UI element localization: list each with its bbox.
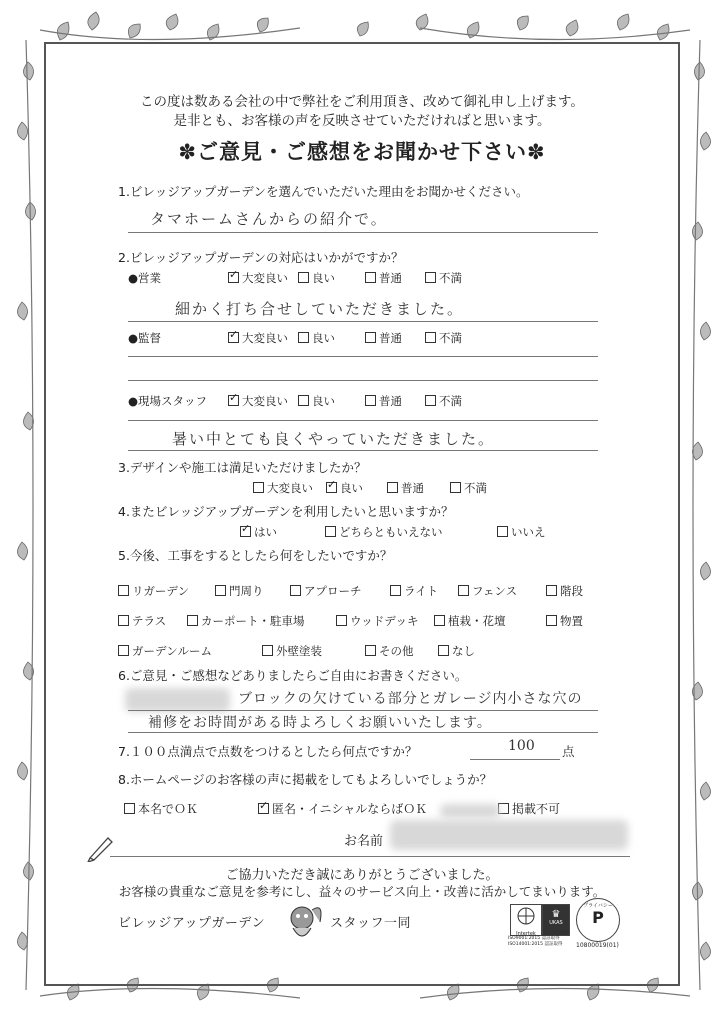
q1-answer: タマホームさんからの紹介で。: [150, 210, 388, 228]
q3-option-good[interactable]: ✓ 良い: [326, 480, 363, 496]
page-title: ✽ご意見・ご感想をお聞かせ下さい✽: [178, 140, 546, 164]
q2-supervisor-comment-line-2: [128, 380, 598, 381]
q3-option-bad[interactable]: 不満: [450, 480, 487, 496]
q2-staff-option-good[interactable]: 良い: [298, 393, 335, 409]
checkbox-checked-icon: [326, 482, 337, 493]
q2-sales-option-great[interactable]: ✓ 大変良い: [228, 270, 288, 286]
checkbox-icon: [118, 585, 129, 596]
q5-option-terrace[interactable]: テラス: [118, 613, 166, 629]
q4-label: 4.またビレッジアップガーデンを利用したいと思いますか？: [118, 504, 454, 519]
q6-label: 6.ご意見・ご感想などありましたらご自由にお書きください。: [118, 668, 468, 683]
footer-company: ビレッジアップガーデン: [118, 916, 266, 931]
closing-line-1: ご協力いただき誠にありがとうございました。: [225, 868, 499, 883]
q2-sales-option-bad[interactable]: 不満: [425, 270, 462, 286]
name-line[interactable]: [110, 856, 630, 857]
q5-option-wooddeck[interactable]: ウッドデッキ: [336, 613, 419, 629]
q6-comment-line-2: 補修をお時間がある時よろしくお願いいたします。: [148, 715, 492, 731]
q5-option-gardenroom[interactable]: ガーデンルーム: [118, 643, 212, 659]
checkbox-icon: [118, 615, 129, 626]
intro-line-1: この度は数ある会社の中で弊社をご利用頂き、改めて御礼申し上げます。: [140, 94, 584, 110]
checkbox-icon: [387, 482, 398, 493]
q5-option-gate[interactable]: 門周り: [215, 583, 264, 599]
q2-staff-option-normal[interactable]: 普通: [365, 393, 402, 409]
q4-option-yes[interactable]: ✓はい: [240, 524, 277, 540]
q5-option-carport[interactable]: カーポート・駐車場: [187, 613, 305, 629]
q2-sales-option-normal[interactable]: 普通: [365, 270, 402, 286]
q4-option-neutral[interactable]: どちらともいえない: [325, 524, 443, 540]
q8-option-anonymous[interactable]: ✓ 匿名・イニシャルならばＯＫ: [258, 800, 427, 817]
footer-staff: スタッフ一同: [330, 916, 412, 931]
q2-row-staff-name: ●現場スタッフ: [128, 394, 208, 408]
privacy-mark-badge: プライバシー P: [576, 898, 620, 942]
globe-icon: [511, 905, 541, 927]
checkbox-icon: [546, 615, 557, 626]
redacted-area: [125, 688, 230, 712]
checkbox-checked-icon: [228, 272, 239, 283]
crown-icon: ♛: [551, 909, 561, 920]
q7-score-line: [470, 759, 560, 760]
checkbox-icon: [336, 615, 347, 626]
q5-option-planting[interactable]: 植栽・花壇: [434, 613, 506, 629]
checkbox-icon: [365, 395, 376, 406]
checkbox-icon: [262, 645, 273, 656]
name-label: お名前: [344, 834, 384, 849]
q2-sales-comment: 細かく打ち合せしていただきました。: [175, 300, 465, 318]
checkbox-icon: [425, 395, 436, 406]
checkbox-icon: [425, 332, 436, 343]
q6-comment-line-1: ブロックの欠けている部分とガレージ内小さな穴の: [238, 691, 583, 707]
checkbox-icon: [253, 482, 264, 493]
q2-supervisor-option-normal[interactable]: 普通: [365, 330, 402, 346]
q2-supervisor-option-bad[interactable]: 不満: [425, 330, 462, 346]
q8-option-realname[interactable]: 本名でＯＫ: [124, 800, 198, 817]
checkbox-icon: [425, 272, 436, 283]
checkbox-icon: [365, 332, 376, 343]
q2-staff-comment-line-1: [128, 420, 598, 421]
redacted-area: [440, 804, 500, 818]
checkbox-icon: [390, 585, 401, 596]
checkbox-checked-icon: [228, 395, 239, 406]
q2-row-supervisor-name: ●監督: [128, 331, 162, 345]
q1-label: 1.ビレッジアップガーデンを選んでいただいた理由をお聞かせください。: [118, 184, 529, 199]
q4-option-no[interactable]: いいえ: [497, 524, 546, 540]
pencil-icon: [86, 832, 114, 862]
checkbox-icon: [187, 615, 198, 626]
checkbox-icon: [365, 645, 376, 656]
intro-line-2: 是非とも、お客様の声を反映させていただければと思います。: [173, 113, 551, 129]
privacy-p-icon: P: [592, 908, 604, 927]
q3-option-normal[interactable]: 普通: [387, 480, 424, 496]
checkbox-checked-icon: [258, 803, 269, 814]
q2-supervisor-comment-line: [128, 356, 598, 357]
checkbox-icon: [434, 615, 445, 626]
q2-sales-comment-line: [128, 321, 598, 322]
checkbox-icon: [298, 332, 309, 343]
q5-option-exterior-paint[interactable]: 外壁塗装: [262, 643, 322, 659]
q2-staff-comment-line-2: [128, 450, 598, 451]
q3-option-great[interactable]: 大変良い: [253, 480, 313, 496]
q5-option-approach[interactable]: アプローチ: [290, 583, 362, 599]
q2-sales-option-good[interactable]: 良い: [298, 270, 335, 286]
q8-label: 8.ホームページのお客様の声に掲載をしてもよろしいでしょうか？: [118, 772, 493, 787]
checkbox-icon: [298, 395, 309, 406]
closing-line-2: お客様の貴重なご意見を参考にし、益々のサービス向上・改善に活かしてまいります。: [118, 884, 606, 899]
q1-answer-line: [128, 232, 598, 233]
q5-option-light[interactable]: ライト: [390, 583, 438, 599]
mascot-squirrel-icon: [278, 898, 326, 946]
checkbox-icon: [458, 585, 469, 596]
q5-label: 5.今後、工事をするとしたら何をしたいですか？: [118, 548, 393, 563]
q7-score: 100: [508, 738, 535, 754]
q5-option-regarden[interactable]: リガーデン: [118, 583, 189, 599]
q2-supervisor-option-great[interactable]: ✓ 大変良い: [228, 330, 288, 346]
q2-row-sales-name: ●営業: [128, 271, 162, 285]
q5-option-fence[interactable]: フェンス: [458, 583, 517, 599]
redacted-name: [390, 820, 628, 850]
checkbox-icon: [438, 645, 449, 656]
checkbox-icon: [450, 482, 461, 493]
q5-option-none[interactable]: なし: [438, 643, 475, 659]
checkbox-icon: [118, 645, 129, 656]
certification-badge-right: ♛ UKAS: [542, 904, 570, 936]
q6-comment-rule-2: [128, 732, 598, 733]
q7-unit: 点: [562, 744, 575, 759]
checkbox-icon: [546, 585, 557, 596]
q3-label: 3.デザインや施工は満足いただけましたか？: [118, 460, 367, 475]
checkbox-icon: [298, 272, 309, 283]
checkbox-icon: [365, 272, 376, 283]
iso-text: ISO9001:2015 認証取得 ISO14001:2015 認証取得: [508, 936, 563, 947]
checkbox-checked-icon: [240, 526, 251, 537]
checkbox-icon: [290, 585, 301, 596]
checkbox-icon: [325, 526, 336, 537]
q8-option-decline[interactable]: 掲載不可: [498, 800, 560, 817]
q5-option-stairs[interactable]: 階段: [546, 583, 583, 599]
q2-staff-comment: 暑い中とても良くやっていただきました。: [172, 430, 496, 448]
q5-option-other[interactable]: その他: [365, 643, 414, 659]
checkbox-icon: [124, 803, 135, 814]
q2-staff-option-great[interactable]: ✓ 大変良い: [228, 393, 288, 409]
q6-comment-rule-1: [128, 710, 598, 711]
q2-supervisor-option-good[interactable]: 良い: [298, 330, 335, 346]
checkbox-icon: [497, 526, 508, 537]
q2-staff-option-bad[interactable]: 不満: [425, 393, 462, 409]
q2-label: 2.ビレッジアップガーデンの対応はいかがですか？: [118, 250, 404, 265]
privacy-number: 10800019(01): [576, 942, 619, 949]
certification-badge-left: Intertek: [510, 904, 542, 936]
checkbox-icon: [215, 585, 226, 596]
q7-label: 7.１００点満点で点数をつけるとしたら何点ですか？: [118, 744, 418, 759]
q5-option-storage[interactable]: 物置: [546, 613, 583, 629]
checkbox-checked-icon: [228, 332, 239, 343]
